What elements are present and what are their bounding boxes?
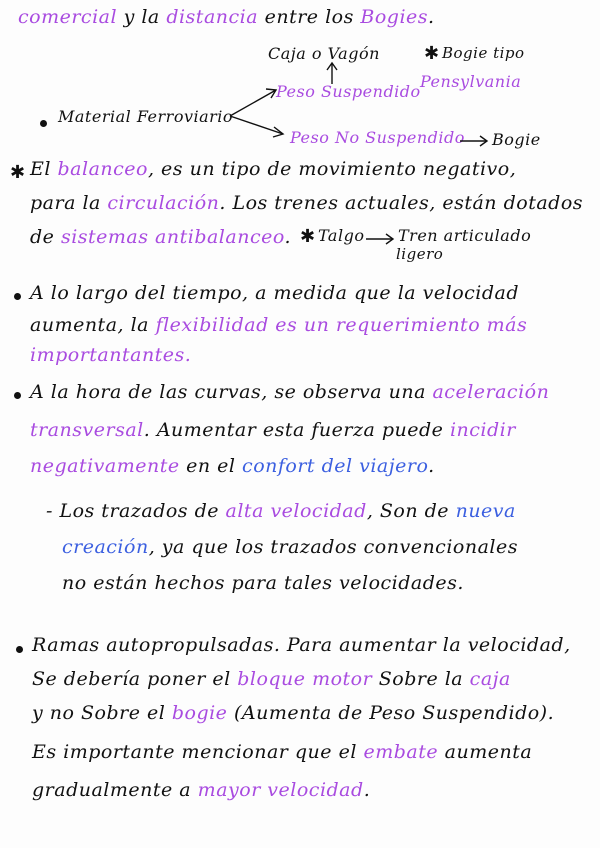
tiempo-line-3: importantantes. (30, 344, 192, 366)
term-requerimiento: es un requerimiento más (268, 314, 528, 336)
term-confort: confort del viajero (242, 455, 429, 477)
branch-arrows (228, 86, 288, 140)
term-negativamente: negativamente (30, 455, 180, 477)
term-circulacion: circulación (107, 192, 220, 214)
trazados-line-3: no están hechos para tales velocidades. (62, 572, 464, 594)
text: El (30, 158, 58, 180)
term-sistemas-antibalanceo: sistemas antibalanceo (60, 226, 285, 248)
diagram-peso-no-suspendido: Peso No Suspendido (290, 128, 465, 147)
term-aceleracion: aceleración (432, 381, 550, 403)
term-distancia: distancia (166, 6, 259, 28)
term-comercial: comercial (18, 6, 118, 28)
term-transversal: transversal (30, 419, 144, 441)
text: . (428, 455, 435, 477)
curvas-line-1 (30, 381, 549, 403)
ramas-line-1: Ramas autopropulsadas. Para aumentar la velocidad, (32, 634, 571, 656)
text: . (284, 226, 291, 248)
text: Sobre la (372, 668, 470, 690)
trazados-line-1 (46, 500, 516, 522)
tiempo-line-1: A lo largo del tiempo, a medida que la velocidad (30, 282, 520, 304)
term-bogies: Bogies (360, 6, 429, 28)
term-creacion: creación (62, 536, 149, 558)
term-embate: embate (363, 741, 439, 763)
text: entre los (258, 6, 361, 28)
term-caja: caja (469, 668, 511, 690)
text: en el (179, 455, 243, 477)
diagram-pensilvania: Pensylvania (420, 72, 522, 91)
text: . (363, 779, 371, 801)
diagram-caja: Caja o Vagón (268, 44, 380, 63)
asterisk-icon: ✱ (424, 43, 440, 64)
term-flexibilidad: flexibilidad (155, 314, 269, 336)
balanceo-line-3 (30, 226, 291, 248)
diagram-bogie-tipo: Bogie tipo (442, 44, 525, 62)
diagram-peso-suspendido: Peso Suspendido (276, 82, 421, 101)
balanceo-line-2 (30, 192, 583, 214)
term-mayor-velocidad: mayor velocidad (197, 779, 364, 801)
term-nueva: nueva (455, 500, 516, 522)
text: A la hora de las curvas, se observa una (30, 381, 433, 403)
text: , Son de (366, 500, 456, 522)
tiempo-line-2 (30, 314, 527, 336)
text: para la (30, 192, 108, 214)
diagram-bogie: Bogie (492, 130, 541, 149)
ramas-line-2 (32, 668, 511, 690)
diagram-material: Material Ferroviario (58, 107, 234, 126)
text: aumenta, la (30, 314, 156, 336)
arrow-right-icon (364, 232, 396, 246)
curvas-line-2 (30, 419, 516, 441)
term-incidir: incidir (449, 419, 516, 441)
text: aumenta (438, 741, 533, 763)
arrow-right-icon (458, 134, 490, 148)
intro-line (18, 6, 435, 28)
term-bloque-motor: bloque motor (237, 668, 373, 690)
ramas-line-3 (32, 702, 554, 724)
text: gradualmente a (32, 779, 198, 801)
bullet (16, 646, 23, 653)
text: , ya que los trazados convencionales (148, 536, 518, 558)
ramas-line-4 (32, 741, 532, 763)
text: . Aumentar esta fuerza puede (143, 419, 450, 441)
text: Se debería poner el (32, 668, 238, 690)
trazados-line-2 (62, 536, 518, 558)
text: , es un tipo de movimiento negativo, (147, 158, 517, 180)
asterisk-icon: ✱ (300, 226, 316, 247)
text: de (30, 226, 61, 248)
tren-articulado-label: Tren articulado (398, 226, 532, 245)
asterisk-icon: ✱ (10, 162, 26, 183)
bullet (14, 293, 21, 300)
curvas-line-3 (30, 455, 435, 477)
ramas-line-5 (32, 779, 370, 801)
text: Es importante mencionar que el (32, 741, 364, 763)
text: (Aumenta de Peso Suspendido). (227, 702, 555, 724)
text: . (428, 6, 435, 28)
text: y la (117, 6, 167, 28)
bullet (40, 120, 47, 127)
ligero-label: ligero (396, 245, 444, 263)
term-bogie: bogie (171, 702, 228, 724)
text: . Los trenes actuales, están dotados (219, 192, 584, 214)
talgo-label: Talgo (318, 226, 365, 245)
balanceo-line-1 (30, 158, 516, 180)
text: - Los trazados de (46, 500, 226, 522)
text: y no Sobre el (32, 702, 172, 724)
term-alta-velocidad: alta velocidad (225, 500, 367, 522)
term-balanceo: balanceo (57, 158, 148, 180)
bullet (14, 392, 21, 399)
